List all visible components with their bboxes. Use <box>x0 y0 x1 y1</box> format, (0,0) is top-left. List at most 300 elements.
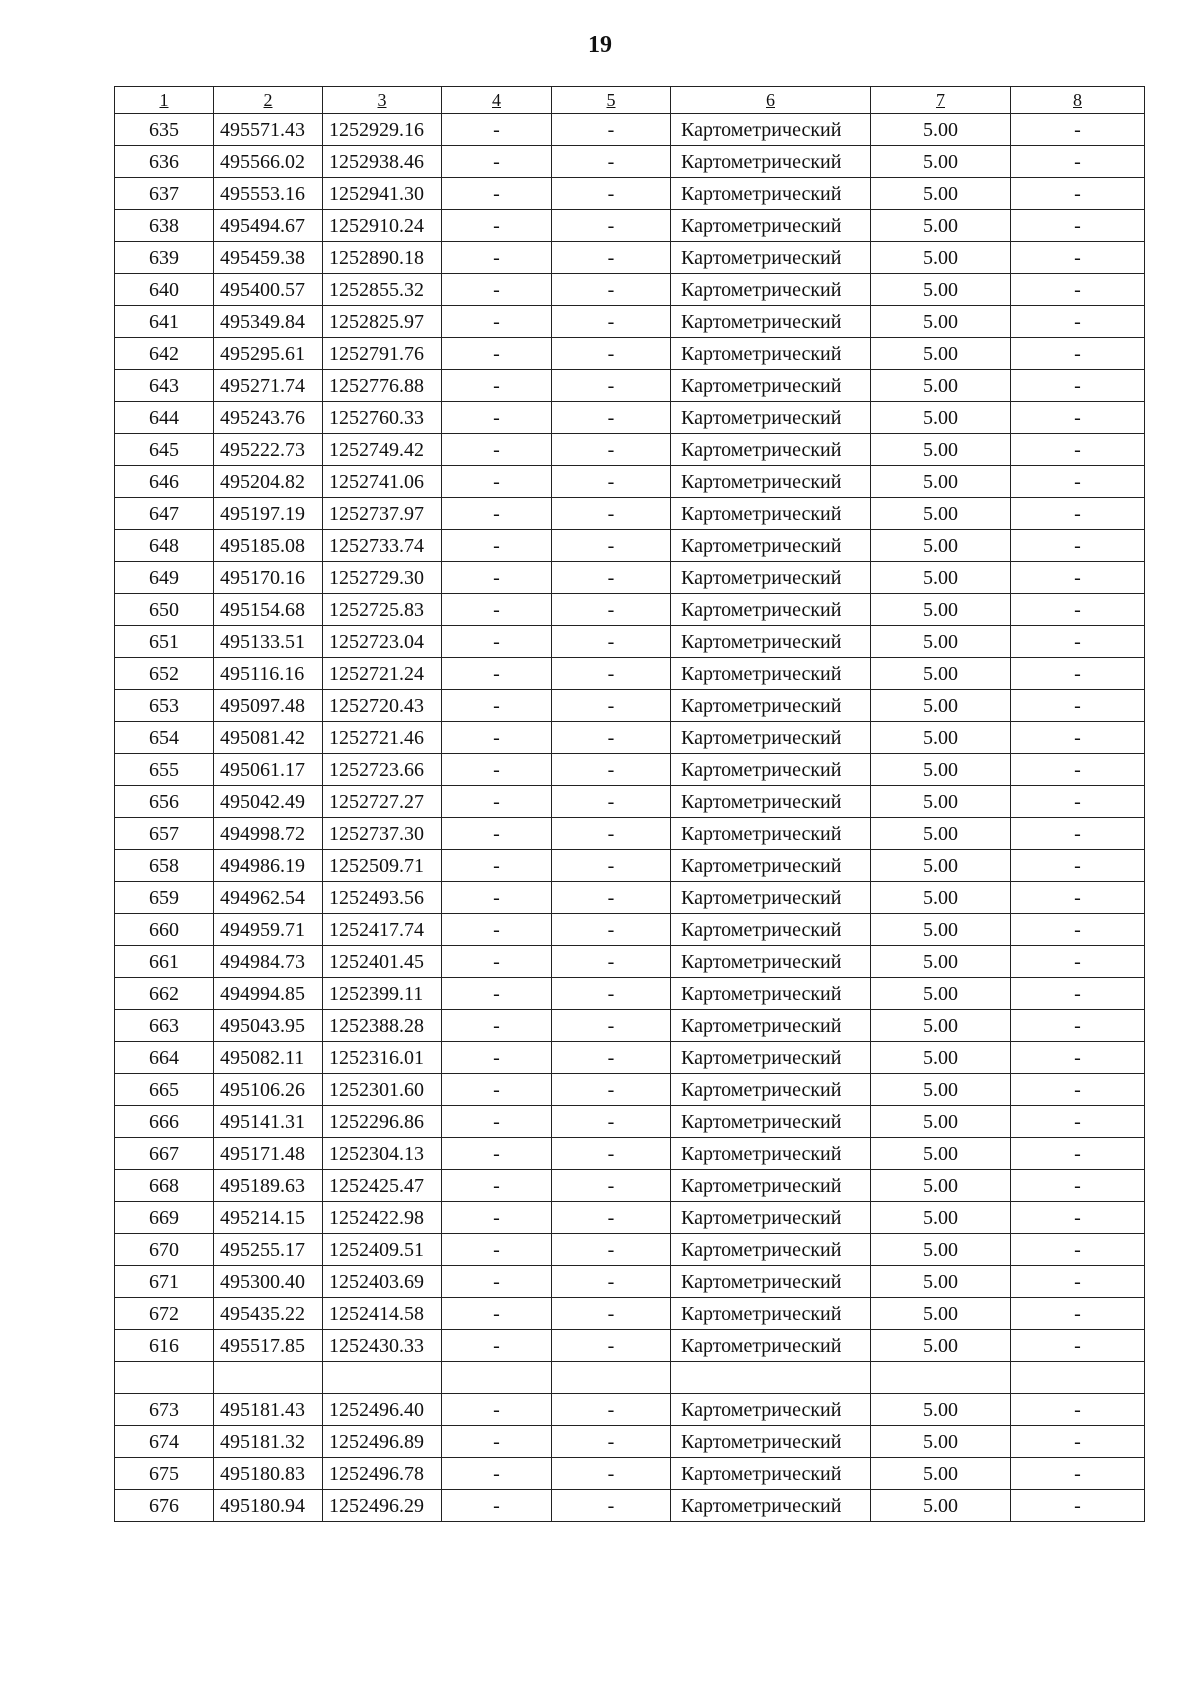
table-row <box>115 1458 1145 1490</box>
x-coordinate-cell: 495243.76 <box>214 402 323 434</box>
column-8-cell: - <box>1011 754 1145 786</box>
y-coordinate-cell: 1252496.89 <box>323 1426 442 1458</box>
method-cell: Картометрический <box>671 466 871 498</box>
method-cell: Картометрический <box>671 1266 871 1298</box>
table-row <box>115 1170 1145 1202</box>
accuracy-cell: 5.00 <box>871 1458 1011 1490</box>
column-5-cell: - <box>552 1394 671 1426</box>
column-4-cell: - <box>442 1170 552 1202</box>
point-number-cell: 654 <box>115 722 214 754</box>
column-5-cell: - <box>552 850 671 882</box>
accuracy-cell: 5.00 <box>871 1234 1011 1266</box>
accuracy-cell <box>871 1362 1011 1394</box>
y-coordinate-cell: 1252301.60 <box>323 1074 442 1106</box>
y-coordinate-cell: 1252496.40 <box>323 1394 442 1426</box>
column-4-cell: - <box>442 530 552 562</box>
x-coordinate-cell: 495494.67 <box>214 210 323 242</box>
method-cell: Картометрический <box>671 1490 871 1522</box>
method-cell: Картометрический <box>671 626 871 658</box>
column-5-cell: - <box>552 210 671 242</box>
column-8-cell: - <box>1011 370 1145 402</box>
point-number-cell: 655 <box>115 754 214 786</box>
y-coordinate-cell: 1252855.32 <box>323 274 442 306</box>
accuracy-cell: 5.00 <box>871 1170 1011 1202</box>
accuracy-cell: 5.00 <box>871 818 1011 850</box>
column-8-cell: - <box>1011 1042 1145 1074</box>
y-coordinate-cell: 1252425.47 <box>323 1170 442 1202</box>
column-4-cell: - <box>442 370 552 402</box>
table-row <box>115 914 1145 946</box>
point-number-cell: 644 <box>115 402 214 434</box>
point-number-cell: 640 <box>115 274 214 306</box>
table-row <box>115 1330 1145 1362</box>
column-5-cell: - <box>552 786 671 818</box>
column-5-cell: - <box>552 914 671 946</box>
header-cell: 4 <box>442 87 552 114</box>
table-row <box>115 338 1145 370</box>
method-cell: Картометрический <box>671 882 871 914</box>
x-coordinate-cell: 494986.19 <box>214 850 323 882</box>
x-coordinate-cell: 495189.63 <box>214 1170 323 1202</box>
x-coordinate-cell: 495435.22 <box>214 1298 323 1330</box>
column-8-cell: - <box>1011 338 1145 370</box>
table-row <box>115 850 1145 882</box>
column-4-cell: - <box>442 306 552 338</box>
point-number-cell: 664 <box>115 1042 214 1074</box>
method-cell: Картометрический <box>671 850 871 882</box>
point-number-cell: 674 <box>115 1426 214 1458</box>
y-coordinate-cell: 1252388.28 <box>323 1010 442 1042</box>
accuracy-cell: 5.00 <box>871 882 1011 914</box>
accuracy-cell: 5.00 <box>871 594 1011 626</box>
column-5-cell: - <box>552 498 671 530</box>
method-cell: Картометрический <box>671 722 871 754</box>
column-8-cell: - <box>1011 850 1145 882</box>
x-coordinate-cell: 495181.32 <box>214 1426 323 1458</box>
y-coordinate-cell: 1252910.24 <box>323 210 442 242</box>
method-cell: Картометрический <box>671 594 871 626</box>
accuracy-cell: 5.00 <box>871 1490 1011 1522</box>
x-coordinate-cell: 495116.16 <box>214 658 323 690</box>
accuracy-cell: 5.00 <box>871 1426 1011 1458</box>
column-4-cell: - <box>442 242 552 274</box>
accuracy-cell: 5.00 <box>871 658 1011 690</box>
coordinates-table <box>114 86 1145 1522</box>
point-number-cell: 643 <box>115 370 214 402</box>
method-cell: Картометрический <box>671 370 871 402</box>
method-cell <box>671 1362 871 1394</box>
method-cell: Картометрический <box>671 1138 871 1170</box>
column-4-cell: - <box>442 1330 552 1362</box>
header-cell: 2 <box>214 87 323 114</box>
x-coordinate-cell: 494959.71 <box>214 914 323 946</box>
point-number-cell: 669 <box>115 1202 214 1234</box>
column-4-cell: - <box>442 1106 552 1138</box>
method-cell: Картометрический <box>671 530 871 562</box>
point-number-cell: 662 <box>115 978 214 1010</box>
column-5-cell: - <box>552 1170 671 1202</box>
column-5-cell: - <box>552 1138 671 1170</box>
column-5-cell: - <box>552 946 671 978</box>
column-8-cell: - <box>1011 530 1145 562</box>
point-number-cell: 616 <box>115 1330 214 1362</box>
method-cell: Картометрический <box>671 178 871 210</box>
column-4-cell: - <box>442 882 552 914</box>
x-coordinate-cell: 495214.15 <box>214 1202 323 1234</box>
table-row <box>115 1394 1145 1426</box>
x-coordinate-cell <box>214 1362 323 1394</box>
y-coordinate-cell: 1252737.97 <box>323 498 442 530</box>
table-row <box>115 1234 1145 1266</box>
y-coordinate-cell: 1252729.30 <box>323 562 442 594</box>
column-5-cell <box>552 1362 671 1394</box>
accuracy-cell: 5.00 <box>871 1074 1011 1106</box>
accuracy-cell: 5.00 <box>871 402 1011 434</box>
column-8-cell: - <box>1011 1202 1145 1234</box>
column-5-cell: - <box>552 1330 671 1362</box>
point-number-cell: 635 <box>115 114 214 146</box>
table-row <box>115 402 1145 434</box>
method-cell: Картометрический <box>671 978 871 1010</box>
x-coordinate-cell: 495171.48 <box>214 1138 323 1170</box>
y-coordinate-cell: 1252720.43 <box>323 690 442 722</box>
column-5-cell: - <box>552 690 671 722</box>
method-cell: Картометрический <box>671 274 871 306</box>
point-number-cell: 660 <box>115 914 214 946</box>
method-cell: Картометрический <box>671 402 871 434</box>
column-5-cell: - <box>552 114 671 146</box>
accuracy-cell: 5.00 <box>871 338 1011 370</box>
x-coordinate-cell: 495553.16 <box>214 178 323 210</box>
column-4-cell: - <box>442 658 552 690</box>
column-5-cell: - <box>552 1010 671 1042</box>
table-row <box>115 114 1145 146</box>
x-coordinate-cell: 495271.74 <box>214 370 323 402</box>
accuracy-cell: 5.00 <box>871 1042 1011 1074</box>
accuracy-cell: 5.00 <box>871 786 1011 818</box>
y-coordinate-cell: 1252890.18 <box>323 242 442 274</box>
x-coordinate-cell: 495400.57 <box>214 274 323 306</box>
accuracy-cell: 5.00 <box>871 242 1011 274</box>
y-coordinate-cell: 1252414.58 <box>323 1298 442 1330</box>
column-5-cell: - <box>552 1490 671 1522</box>
table-row <box>115 1266 1145 1298</box>
column-4-cell <box>442 1362 552 1394</box>
y-coordinate-cell: 1252401.45 <box>323 946 442 978</box>
column-5-cell: - <box>552 1298 671 1330</box>
x-coordinate-cell: 495197.19 <box>214 498 323 530</box>
column-4-cell: - <box>442 690 552 722</box>
column-8-cell: - <box>1011 434 1145 466</box>
column-8-cell <box>1011 1362 1145 1394</box>
y-coordinate-cell: 1252727.27 <box>323 786 442 818</box>
point-number-cell: 646 <box>115 466 214 498</box>
column-8-cell: - <box>1011 114 1145 146</box>
method-cell: Картометрический <box>671 914 871 946</box>
method-cell: Картометрический <box>671 338 871 370</box>
header-cell: 3 <box>323 87 442 114</box>
x-coordinate-cell: 495571.43 <box>214 114 323 146</box>
column-4-cell: - <box>442 1394 552 1426</box>
table-row <box>115 530 1145 562</box>
x-coordinate-cell: 494984.73 <box>214 946 323 978</box>
column-4-cell: - <box>442 1202 552 1234</box>
table-row <box>115 946 1145 978</box>
y-coordinate-cell: 1252723.66 <box>323 754 442 786</box>
header-cell: 1 <box>115 87 214 114</box>
x-coordinate-cell: 495185.08 <box>214 530 323 562</box>
point-number-cell: 672 <box>115 1298 214 1330</box>
table-row <box>115 1010 1145 1042</box>
table-row <box>115 146 1145 178</box>
point-number-cell: 651 <box>115 626 214 658</box>
y-coordinate-cell: 1252733.74 <box>323 530 442 562</box>
table-row <box>115 498 1145 530</box>
accuracy-cell: 5.00 <box>871 370 1011 402</box>
column-4-cell: - <box>442 978 552 1010</box>
column-4-cell: - <box>442 626 552 658</box>
method-cell: Картометрический <box>671 498 871 530</box>
accuracy-cell: 5.00 <box>871 498 1011 530</box>
column-4-cell: - <box>442 1490 552 1522</box>
column-8-cell: - <box>1011 1010 1145 1042</box>
y-coordinate-cell: 1252417.74 <box>323 914 442 946</box>
method-cell: Картометрический <box>671 146 871 178</box>
point-number-cell <box>115 1362 214 1394</box>
table-row <box>115 306 1145 338</box>
x-coordinate-cell: 494998.72 <box>214 818 323 850</box>
point-number-cell: 661 <box>115 946 214 978</box>
column-4-cell: - <box>442 1042 552 1074</box>
column-4-cell: - <box>442 754 552 786</box>
column-4-cell: - <box>442 402 552 434</box>
table-row-empty <box>115 1362 1145 1394</box>
accuracy-cell: 5.00 <box>871 178 1011 210</box>
column-5-cell: - <box>552 466 671 498</box>
column-5-cell: - <box>552 1042 671 1074</box>
method-cell: Картометрический <box>671 1426 871 1458</box>
y-coordinate-cell: 1252399.11 <box>323 978 442 1010</box>
table-row <box>115 882 1145 914</box>
column-5-cell: - <box>552 594 671 626</box>
table-row <box>115 818 1145 850</box>
y-coordinate-cell: 1252749.42 <box>323 434 442 466</box>
column-8-cell: - <box>1011 1426 1145 1458</box>
point-number-cell: 658 <box>115 850 214 882</box>
x-coordinate-cell: 495082.11 <box>214 1042 323 1074</box>
y-coordinate-cell: 1252430.33 <box>323 1330 442 1362</box>
column-8-cell: - <box>1011 1170 1145 1202</box>
point-number-cell: 668 <box>115 1170 214 1202</box>
column-5-cell: - <box>552 306 671 338</box>
column-4-cell: - <box>442 114 552 146</box>
y-coordinate-cell: 1252296.86 <box>323 1106 442 1138</box>
method-cell: Картометрический <box>671 1010 871 1042</box>
column-4-cell: - <box>442 914 552 946</box>
method-cell: Картометрический <box>671 1234 871 1266</box>
column-8-cell: - <box>1011 978 1145 1010</box>
method-cell: Картометрический <box>671 818 871 850</box>
point-number-cell: 647 <box>115 498 214 530</box>
point-number-cell: 639 <box>115 242 214 274</box>
table-row <box>115 1074 1145 1106</box>
column-4-cell: - <box>442 594 552 626</box>
x-coordinate-cell: 495106.26 <box>214 1074 323 1106</box>
column-4-cell: - <box>442 1266 552 1298</box>
table-row <box>115 1490 1145 1522</box>
y-coordinate-cell: 1252409.51 <box>323 1234 442 1266</box>
accuracy-cell: 5.00 <box>871 1330 1011 1362</box>
accuracy-cell: 5.00 <box>871 114 1011 146</box>
method-cell: Картометрический <box>671 562 871 594</box>
column-5-cell: - <box>552 1202 671 1234</box>
column-8-cell: - <box>1011 274 1145 306</box>
accuracy-cell: 5.00 <box>871 1202 1011 1234</box>
point-number-cell: 671 <box>115 1266 214 1298</box>
method-cell: Картометрический <box>671 306 871 338</box>
column-5-cell: - <box>552 658 671 690</box>
x-coordinate-cell: 495081.42 <box>214 722 323 754</box>
accuracy-cell: 5.00 <box>871 946 1011 978</box>
table-header-row <box>115 87 1145 114</box>
column-5-cell: - <box>552 402 671 434</box>
x-coordinate-cell: 495459.38 <box>214 242 323 274</box>
accuracy-cell: 5.00 <box>871 1266 1011 1298</box>
x-coordinate-cell: 495133.51 <box>214 626 323 658</box>
method-cell: Картометрический <box>671 754 871 786</box>
column-5-cell: - <box>552 242 671 274</box>
column-8-cell: - <box>1011 658 1145 690</box>
column-4-cell: - <box>442 1426 552 1458</box>
x-coordinate-cell: 495180.83 <box>214 1458 323 1490</box>
column-8-cell: - <box>1011 210 1145 242</box>
accuracy-cell: 5.00 <box>871 562 1011 594</box>
table-row <box>115 466 1145 498</box>
table-row <box>115 242 1145 274</box>
accuracy-cell: 5.00 <box>871 306 1011 338</box>
method-cell: Картометрический <box>671 1202 871 1234</box>
column-4-cell: - <box>442 818 552 850</box>
column-4-cell: - <box>442 178 552 210</box>
column-8-cell: - <box>1011 946 1145 978</box>
method-cell: Картометрический <box>671 786 871 818</box>
column-8-cell: - <box>1011 1394 1145 1426</box>
method-cell: Картометрический <box>671 242 871 274</box>
y-coordinate-cell: 1252496.29 <box>323 1490 442 1522</box>
y-coordinate-cell: 1252741.06 <box>323 466 442 498</box>
column-8-cell: - <box>1011 882 1145 914</box>
column-8-cell: - <box>1011 146 1145 178</box>
column-4-cell: - <box>442 946 552 978</box>
table-row <box>115 786 1145 818</box>
table-row <box>115 658 1145 690</box>
x-coordinate-cell: 495222.73 <box>214 434 323 466</box>
header-cell: 5 <box>552 87 671 114</box>
column-5-cell: - <box>552 338 671 370</box>
x-coordinate-cell: 494962.54 <box>214 882 323 914</box>
x-coordinate-cell: 495097.48 <box>214 690 323 722</box>
column-8-cell: - <box>1011 306 1145 338</box>
accuracy-cell: 5.00 <box>871 466 1011 498</box>
table-body <box>115 87 1145 1522</box>
table-row <box>115 1202 1145 1234</box>
accuracy-cell: 5.00 <box>871 1298 1011 1330</box>
point-number-cell: 649 <box>115 562 214 594</box>
column-5-cell: - <box>552 1106 671 1138</box>
header-cell: 6 <box>671 87 871 114</box>
point-number-cell: 665 <box>115 1074 214 1106</box>
column-4-cell: - <box>442 850 552 882</box>
table-row <box>115 626 1145 658</box>
table-row <box>115 978 1145 1010</box>
x-coordinate-cell: 495043.95 <box>214 1010 323 1042</box>
accuracy-cell: 5.00 <box>871 722 1011 754</box>
x-coordinate-cell: 495061.17 <box>214 754 323 786</box>
point-number-cell: 673 <box>115 1394 214 1426</box>
column-5-cell: - <box>552 274 671 306</box>
table-row <box>115 690 1145 722</box>
accuracy-cell: 5.00 <box>871 1394 1011 1426</box>
method-cell: Картометрический <box>671 1074 871 1106</box>
y-coordinate-cell: 1252725.83 <box>323 594 442 626</box>
x-coordinate-cell: 495141.31 <box>214 1106 323 1138</box>
x-coordinate-cell: 495180.94 <box>214 1490 323 1522</box>
column-4-cell: - <box>442 338 552 370</box>
table-row <box>115 1426 1145 1458</box>
column-5-cell: - <box>552 1458 671 1490</box>
column-8-cell: - <box>1011 1106 1145 1138</box>
accuracy-cell: 5.00 <box>871 850 1011 882</box>
table-row <box>115 434 1145 466</box>
accuracy-cell: 5.00 <box>871 914 1011 946</box>
point-number-cell: 670 <box>115 1234 214 1266</box>
method-cell: Картометрический <box>671 114 871 146</box>
point-number-cell: 653 <box>115 690 214 722</box>
point-number-cell: 663 <box>115 1010 214 1042</box>
column-4-cell: - <box>442 434 552 466</box>
y-coordinate-cell: 1252791.76 <box>323 338 442 370</box>
y-coordinate-cell: 1252316.01 <box>323 1042 442 1074</box>
y-coordinate-cell: 1252776.88 <box>323 370 442 402</box>
point-number-cell: 667 <box>115 1138 214 1170</box>
point-number-cell: 676 <box>115 1490 214 1522</box>
y-coordinate-cell: 1252938.46 <box>323 146 442 178</box>
y-coordinate-cell: 1252737.30 <box>323 818 442 850</box>
x-coordinate-cell: 495170.16 <box>214 562 323 594</box>
column-8-cell: - <box>1011 1458 1145 1490</box>
table-row <box>115 178 1145 210</box>
y-coordinate-cell: 1252509.71 <box>323 850 442 882</box>
method-cell: Картометрический <box>671 658 871 690</box>
column-8-cell: - <box>1011 1490 1145 1522</box>
column-4-cell: - <box>442 1074 552 1106</box>
x-coordinate-cell: 495154.68 <box>214 594 323 626</box>
accuracy-cell: 5.00 <box>871 146 1011 178</box>
column-5-cell: - <box>552 178 671 210</box>
column-5-cell: - <box>552 978 671 1010</box>
header-cell: 8 <box>1011 87 1145 114</box>
column-5-cell: - <box>552 146 671 178</box>
column-8-cell: - <box>1011 1298 1145 1330</box>
accuracy-cell: 5.00 <box>871 210 1011 242</box>
header-cell: 7 <box>871 87 1011 114</box>
table-row <box>115 1106 1145 1138</box>
point-number-cell: 636 <box>115 146 214 178</box>
column-8-cell: - <box>1011 1234 1145 1266</box>
method-cell: Картометрический <box>671 1394 871 1426</box>
point-number-cell: 642 <box>115 338 214 370</box>
column-5-cell: - <box>552 370 671 402</box>
